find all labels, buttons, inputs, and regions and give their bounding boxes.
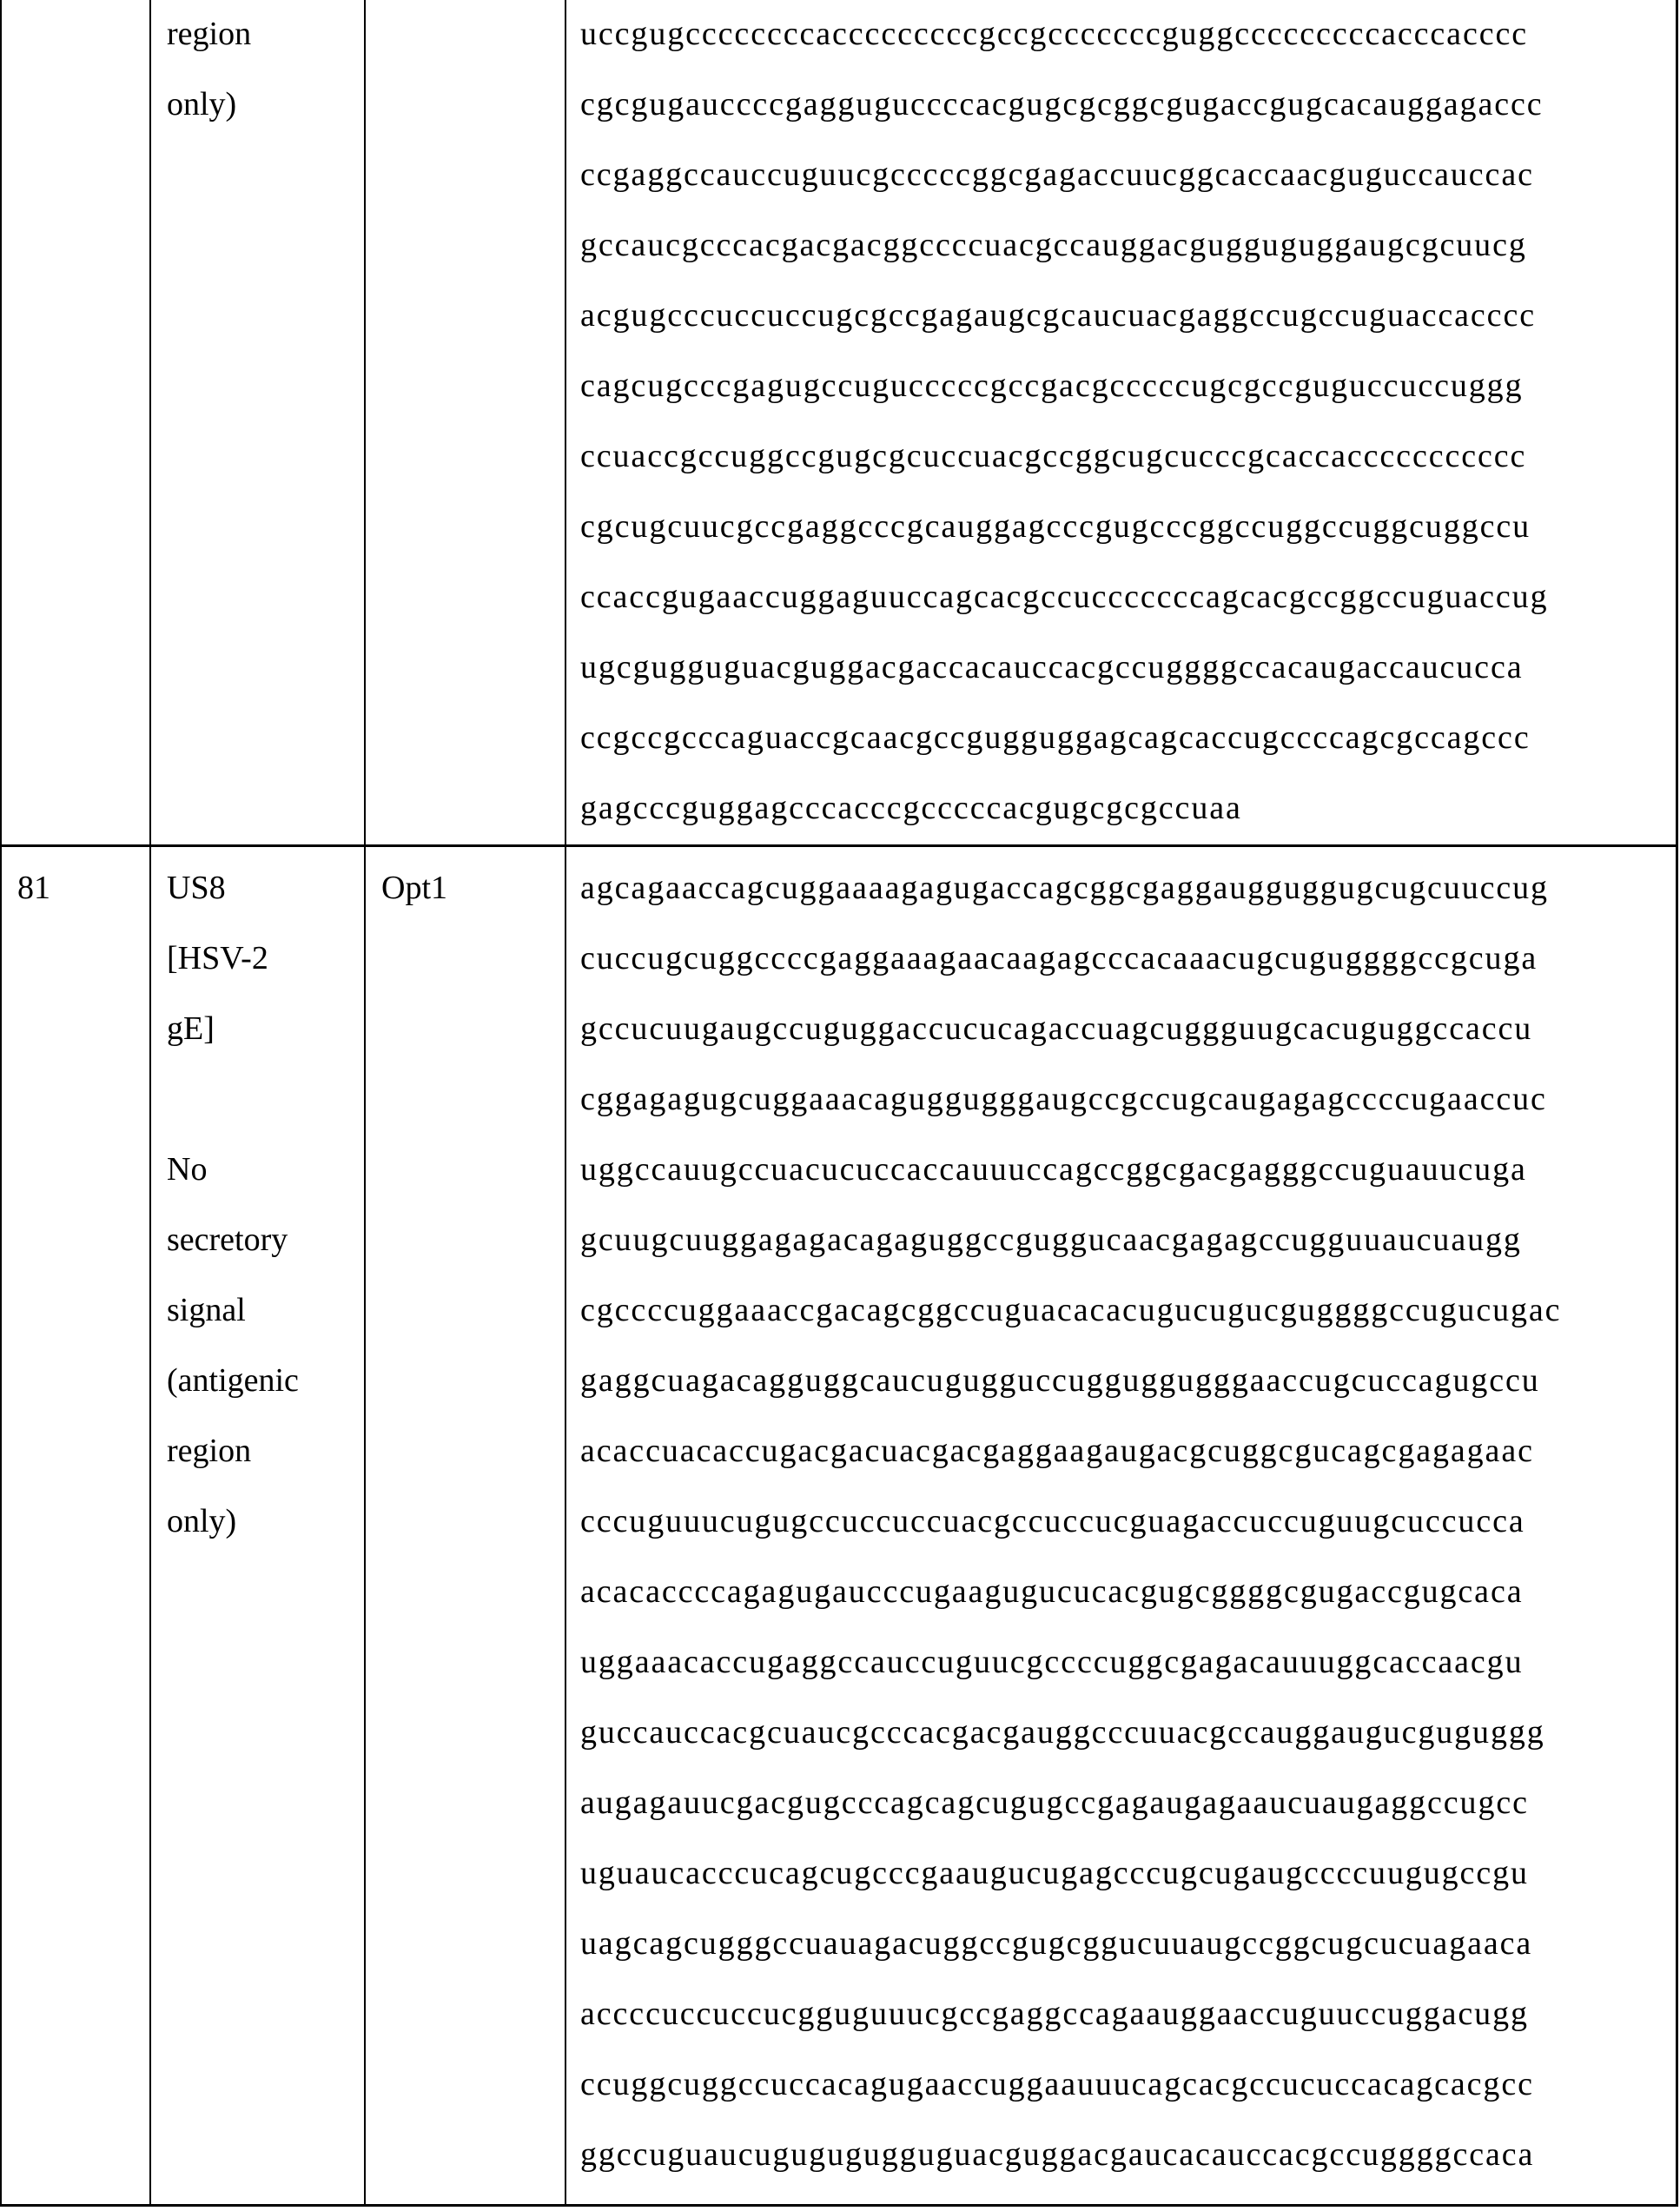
text-line: uggaaacaccugaggccauccuguucgccccuggcgagacauuuggcaccaacgu	[580, 1627, 1676, 1698]
table-row	[0, 0, 1678, 847]
text-line: cccuguuucugugccuccuccuacgccuccucguagaccuccuguugcuccucca	[580, 1486, 1676, 1557]
text-line: accccuccuccucgguguuucgccgaggccagaauggaaccuguuccuggacugg	[580, 1979, 1676, 2049]
name-cell	[151, 847, 366, 2204]
text-line: ggccuguaucugugugugguguacguggacgaucacauccacgccuggggccaca	[580, 2120, 1676, 2190]
type-label: Opt1	[381, 853, 565, 923]
text-line: acaccuacaccugacgacuacgacgaggaagaugacgcuggcgucagcgagagaac	[580, 1416, 1676, 1486]
sequence-lines	[580, 847, 1676, 2190]
seq-id	[17, 0, 149, 70]
text-line: ccgaggccauccuguucgcccccggcgagaccuucggcaccaacguguccauccac	[580, 140, 1676, 210]
sequence-table	[0, 0, 1678, 2207]
text-line: secretory	[167, 1205, 364, 1275]
text-line: ugcgugguguacguggacgaccacauccacgccuggggccacaugaccaucucca	[580, 632, 1676, 703]
text-line: only)	[167, 70, 364, 140]
type-cell	[366, 847, 566, 2204]
type-cell	[366, 0, 566, 844]
text-line: No	[167, 1135, 364, 1205]
text-line: ccaccgugaaccuggaguuccagcacgccucccccccagcacgccggccuguaccug	[580, 562, 1676, 632]
text-line: signal	[167, 1275, 364, 1346]
seq-id: 81	[17, 853, 149, 923]
text-line: acgugcccuccuccugcgccgagaugcgcaucuacgaggccugccuguaccacccc	[580, 281, 1676, 351]
text-line: agcagaaccagcuggaaaagagugaccagcggcgaggaugguggugcugcuuccug	[580, 853, 1676, 923]
text-line: gagcccguggagcccacccgcccccacgugcgcgccuaa	[580, 773, 1676, 844]
name-cell	[151, 0, 366, 844]
text-line: US8	[167, 853, 364, 923]
text-line: augagauucgacgugcccagcagcugugccgagaugagaaucuaugaggccugcc	[580, 1768, 1676, 1838]
name-lines	[167, 0, 364, 140]
text-line: only)	[167, 1486, 364, 1557]
text-line: gccaucgcccacgacgacggccccuacgccauggacgugguguggaugcgcuucg	[580, 210, 1676, 281]
text-line: gccucuugaugccuguggaccucucagaccuagcuggguugcacuguggccaccu	[580, 994, 1676, 1064]
type-label	[381, 0, 565, 70]
text-line: gaggcuagacagguggcaucugugguccugguggugggaaccugcuccagugccu	[580, 1346, 1676, 1416]
text-line: acacaccccagagugaucccugaagugucucacgugcggggcgugaccgugcaca	[580, 1557, 1676, 1627]
text-line: uggccauugccuacucuccaccauuuccagccggcgacgagggccuguauucuga	[580, 1135, 1676, 1205]
text-line: cgcgugauccccgagguguccccacgugcgcggcgugaccgugcacauggagaccc	[580, 70, 1676, 140]
text-line: cggagagugcuggaaacaguggugggaugccgccugcaugagagccccugaaccuc	[580, 1064, 1676, 1135]
text-line: cagcugcccgagugccugucccccgccgacgcccccugcgccguguccuccuggg	[580, 351, 1676, 421]
text-line: gE]	[167, 994, 364, 1064]
table-row	[0, 847, 1678, 2207]
text-line: cgcugcuucgccgaggcccgcauggagcccgugcccggccuggccuggcuggccu	[580, 492, 1676, 562]
text-line: guccauccacgcuaucgcccacgacgauggcccuuacgccauggaugucguguggg	[580, 1698, 1676, 1768]
text-line: uccgugccccccccacccccccccgccgcccccccguggcccccccccacccacccc	[580, 0, 1676, 70]
text-line: cuccugcuggccccgaggaaagaacaagagcccacaaacugcuguggggccgcuga	[580, 923, 1676, 994]
text-line: uagcagcugggccuauagacuggccgugcggucuuaugccggcugcucuagaaca	[580, 1909, 1676, 1979]
seq-id-cell	[2, 847, 151, 2204]
seq-id-cell	[2, 0, 151, 844]
text-line: ccgccgcccaguaccgcaacgccgugguggagcagcaccugccccagcgccagccc	[580, 703, 1676, 773]
text-line: gcuugcuuggagagacagaguggccguggucaacgagagccugguuaucuaugg	[580, 1205, 1676, 1275]
text-line: ccuaccgccuggccgugcgcuccuacgccggcugcucccgcaccaccccccccccc	[580, 421, 1676, 492]
text-line: [HSV-2	[167, 923, 364, 994]
sequence-lines	[580, 0, 1676, 844]
text-line: cgccccuggaaaccgacagcggccuguacacacugucugucguggggccugucugac	[580, 1275, 1676, 1346]
text-line: ccuggcuggccuccacagugaaccuggaauuucagcacgccucuccacagcacgcc	[580, 2049, 1676, 2120]
sequence-cell	[566, 847, 1676, 2204]
sequence-cell	[566, 0, 1676, 844]
text-line: region	[167, 1416, 364, 1486]
name-lines	[167, 847, 364, 1557]
text-line	[167, 1064, 364, 1135]
text-line: region	[167, 0, 364, 70]
text-line: uguaucacccucagcugcccgaaugucugagcccugcugaugccccuugugccgu	[580, 1838, 1676, 1909]
text-line: (antigenic	[167, 1346, 364, 1416]
